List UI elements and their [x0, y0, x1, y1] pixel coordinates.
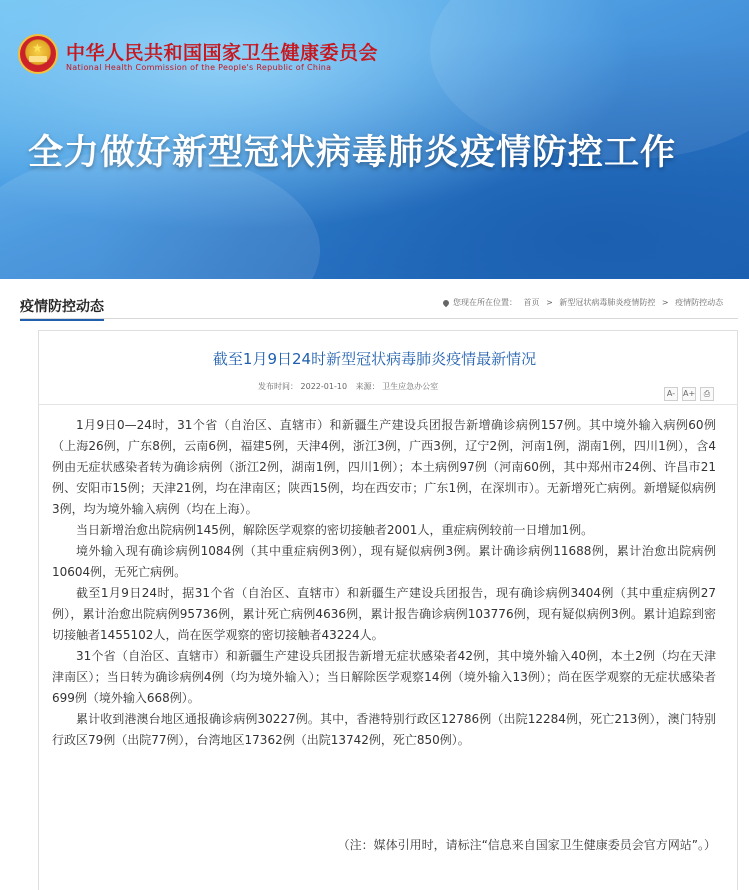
divider: [38, 404, 738, 405]
print-icon[interactable]: ⎙: [700, 387, 714, 401]
section-title[interactable]: 疫情防控动态: [20, 296, 104, 321]
location-pin-icon: [442, 298, 450, 306]
org-name-en: National Health Commission of the People's Republic of China: [66, 63, 332, 72]
breadcrumb-separator: >: [661, 298, 669, 307]
breadcrumb: [443, 297, 727, 308]
font-increase-button[interactable]: A+: [682, 387, 696, 401]
article-paragraph: 当日新增治愈出院病例145例，解除医学观察的密切接触者2001人，重症病例较前一日增加1例。: [76, 523, 594, 537]
article-meta: [258, 381, 444, 392]
banner-slogan: 全力做好新型冠状病毒肺炎疫情防控工作: [28, 133, 677, 173]
breadcrumb-covid-section[interactable]: 新型冠状病毒肺炎疫情防控: [559, 298, 656, 307]
article-paragraph: 1月9日0—24时，31个省（自治区、直辖市）和新疆生产建设兵团报告新增确诊病例157例。其中境外输入病例60例（上海26例，广东8例，云南6例，福建5例，天津4例，浙江3例，广西3例，辽宁2例，河南1例，湖南1例，四川1例），含4例由无症状感染者转为确诊病例（浙江2例，湖南1例，四川1例）；本土病例97例（河南60例，其中郑州市24例、许昌市21例、安阳市15例；天津21例，均在津南区；陕西15例，均在西安市；广东1例，在深圳市）。无新增死亡病例。新增疑似病例3例，均为境外输入病例（均在上海）。: [52, 418, 716, 516]
article-title: 截至1月9日24时新型冠状病毒肺炎疫情最新情况: [212, 350, 537, 368]
media-citation-note: （注：媒体引用时，请标注“信息来自国家卫生健康委员会官方网站”。）: [337, 838, 716, 852]
article-paragraph: 境外输入现有确诊病例1084例（其中重症病例3例），现有疑似病例3例。累计确诊病例11688例，累计治愈出院病例10604例，无死亡病例。: [52, 544, 716, 579]
article-paragraph: 31个省（自治区、直辖市）和新疆生产建设兵团报告新增无症状感染者42例，其中境外输入40例，本土2例（均在天津津南区）；当日转为确诊病例4例（均为境外输入）；当日解除医学观察14例（境外输入13例）；尚在医学观察的无症状感染者699例（境外输入668例）。: [52, 649, 716, 705]
breadcrumb-current[interactable]: 疫情防控动态: [675, 298, 724, 307]
breadcrumb-prefix: 您现在所在位置：: [453, 298, 517, 307]
article-tools: [660, 381, 714, 401]
breadcrumb-home[interactable]: 首页: [523, 298, 540, 307]
header-banner: [0, 0, 749, 279]
article-paragraph: 截至1月9日24时，据31个省（自治区、直辖市）和新疆生产建设兵团报告，现有确诊病例3404例（其中重症病例27例），累计治愈出院病例95736例，累计死亡病例4636例，累计报告确诊病例103776例，现有疑似病例3例。累计追踪到密切接触者1455102人，尚在医学观察的密切接触者43224人。: [52, 586, 716, 642]
article-body: [52, 415, 716, 751]
publish-date: 发布时间： 2022-01-10: [258, 382, 348, 391]
font-decrease-button[interactable]: A-: [664, 387, 678, 401]
divider: [20, 318, 738, 319]
article-paragraph: 累计收到港澳台地区通报确诊病例30227例。其中，香港特别行政区12786例（出院12284例，死亡213例），澳门特别行政区79例（出院77例），台湾地区17362例（出院13742例，死亡850例）。: [52, 712, 716, 747]
article-source: 来源： 卫生应急办公室: [355, 382, 439, 391]
org-name-cn[interactable]: 中华人民共和国国家卫生健康委员会: [66, 42, 379, 64]
national-emblem-icon[interactable]: ★: [18, 34, 58, 74]
breadcrumb-separator: >: [546, 298, 553, 307]
